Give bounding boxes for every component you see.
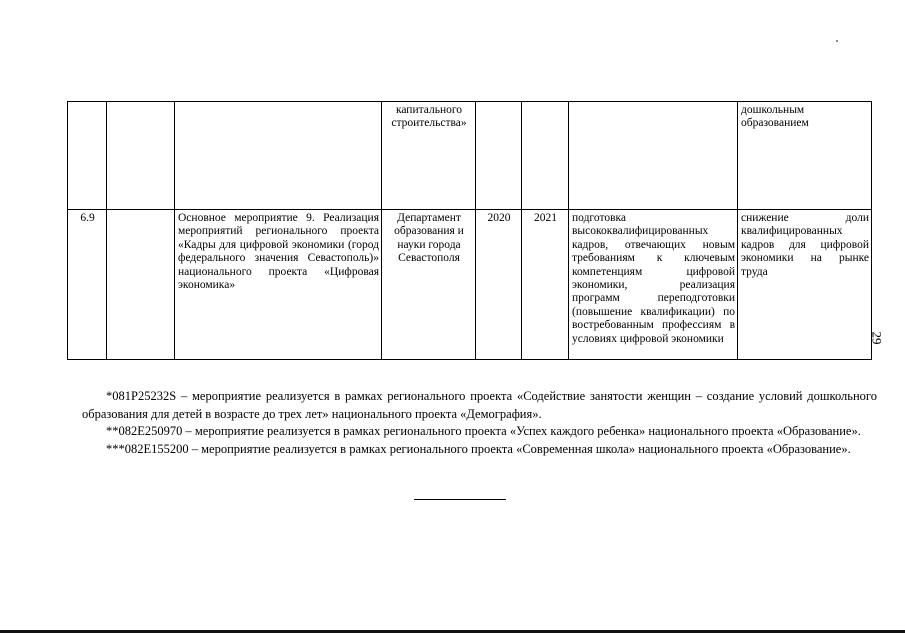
page-number: 29 <box>869 331 885 345</box>
footnotes <box>82 388 877 458</box>
footnote: *081P25232S – мероприятие реализуется в рамках регионального проекта «Содействие занятости женщин – создание условий дошкольного образования для детей в возрасте до трех лет» национального проекта «Демография». <box>82 389 877 421</box>
cell-code <box>107 102 175 210</box>
cell-end-year <box>522 102 569 210</box>
cell-executor: капитального строительства» <box>382 102 476 210</box>
cell-executor: Департамент образования и науки города Севастополя <box>382 210 476 360</box>
cell-consequence: снижение доли квалифицированных кадров для цифровой экономики на рынке труда <box>738 210 872 360</box>
scan-speck <box>836 40 838 42</box>
cell-number <box>68 102 107 210</box>
table-row <box>68 210 872 360</box>
cell-measure: Основное мероприятие 9. Реализация мероприятий регионального проекта «Кадры для цифровой экономики (город федерального значения Севастополь)» национального проекта «Цифровая экономика» <box>175 210 382 360</box>
cell-start-year: 2020 <box>476 210 522 360</box>
footnote: **082E250970 – мероприятие реализуется в рамках регионального проекта «Успех каждого ребенка» национального проекта «Образование». <box>106 424 861 438</box>
cell-start-year <box>476 102 522 210</box>
table-row <box>68 102 872 210</box>
cell-result: подготовка высококвалифицированных кадров, отвечающих новым требованиям к ключевым компетенциям цифровой экономики, реализация программ переподготовки (повышение квалификации) по востребованным профессиям в условиях цифровой экономики <box>569 210 738 360</box>
cell-measure <box>175 102 382 210</box>
closing-rule <box>414 499 506 500</box>
footnote: ***082E155200 – мероприятие реализуется в рамках регионального проекта «Современная школа» национального проекта «Образование». <box>106 441 851 456</box>
cell-number: 6.9 <box>68 210 107 360</box>
cell-consequence: дошкольным образованием <box>738 102 872 210</box>
cell-code <box>107 210 175 360</box>
measures-table <box>67 101 872 360</box>
cell-result <box>569 102 738 210</box>
cell-end-year: 2021 <box>522 210 569 360</box>
